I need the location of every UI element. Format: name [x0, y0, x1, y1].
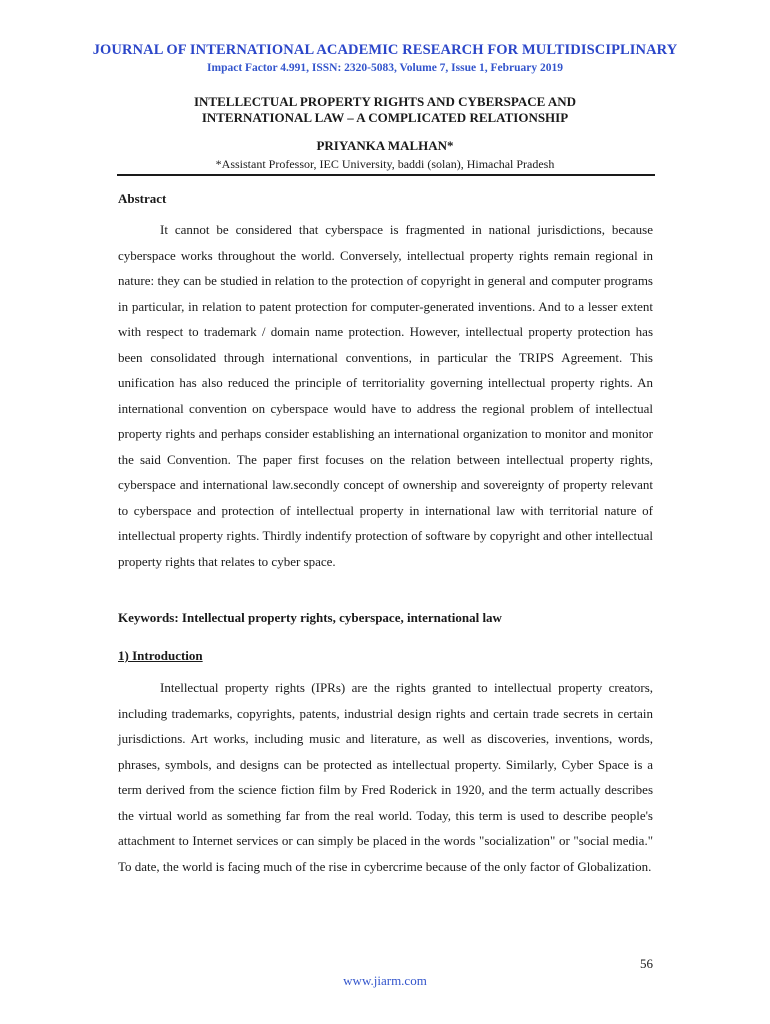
header-divider: [117, 174, 655, 176]
paper-title: [0, 94, 770, 126]
paper-title-line-1: INTELLECTUAL PROPERTY RIGHTS AND CYBERSPACE AND: [193, 94, 577, 109]
author-name: PRIYANKA MALHAN*: [316, 138, 454, 153]
page-number: 56: [640, 956, 653, 971]
introduction-text: Intellectual property rights (IPRs) are the rights granted to intellectual property creators, including trademarks, copyrights, patents, industrial design rights and certain trade secrets in certain jurisdictions. Art works, including music and literature, as well as discoveries, inventions, words, phrases, symbols, and designs can be protected as intellectual property. Similarly, Cyber Space is a term derived from the science fiction film by Fred Roderick in 1920, and the term actually describes the virtual world as something far from the real world. Today, this term is used to describe people's attachment to Internet services or can simply be placed in the words "socialization" or "social media." To date, the world is facing much of the rise in cybercrime because of the only factor of Globalization.: [118, 680, 653, 874]
abstract-heading: Abstract: [118, 191, 167, 206]
journal-title: JOURNAL OF INTERNATIONAL ACADEMIC RESEARCH FOR MULTIDISCIPLINARY: [92, 42, 678, 58]
abstract-text: It cannot be considered that cyberspace is fragmented in national jurisdictions, because cyberspace works throughout the world. Conversely, intellectual property rights remain regional in nature: they can be studied in relation to the protection of copyright in general and computer programs in particular, in relation to patent protection for computer-generated inventions. And to a lesser extent with respect to trademark / domain name protection. However, intellectual property protection has been consolidated through international conventions, in particular the TRIPS Agreement. This unification has also reduced the principle of territoriality governing intellectual property rights. An international convention on cyberspace would have to address the regional problem of intellectual property rights and perhaps consider establishing an international organization to monitor and monitor the said Convention. The paper first focuses on the relation between intellectual property rights, cyberspace and international law.secondly concept of ownership and sovereignty of property relevant to cyberspace and protection of intellectual property in international law with territorial nature of intellectual property rights. Thirdly indentify protection of software by copyright and other intellectual property rights that relates to cyber space.: [118, 222, 653, 569]
introduction-heading: 1) Introduction: [118, 648, 203, 663]
keywords: Keywords: Intellectual property rights, cyberspace, international law: [118, 610, 502, 625]
paper-title-line-2: INTERNATIONAL LAW – A COMPLICATED RELATIONSHIP: [201, 110, 569, 125]
journal-info: Impact Factor 4.991, ISSN: 2320-5083, Volume 7, Issue 1, February 2019: [207, 62, 563, 74]
author-affiliation: *Assistant Professor, IEC University, baddi (solan), Himachal Pradesh: [215, 157, 555, 171]
footer-url[interactable]: www.jiarm.com: [343, 973, 427, 988]
